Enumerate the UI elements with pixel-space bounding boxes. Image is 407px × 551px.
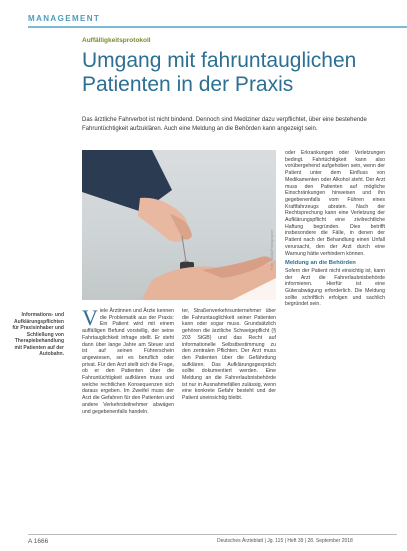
sidebar-summary: Informations- und Aufklärungspflichten für Praxisinhaber und Schließung von Therapiebehandlung mit Patienten auf der Autobahn. (12, 312, 64, 357)
journal-citation: Deutsches Ärzteblatt | Jg. 115 | Heft 39 | 28. September 2018 (217, 538, 353, 544)
section-rule (28, 26, 407, 28)
article-photo (82, 150, 276, 300)
dropcap: V (82, 305, 98, 330)
page-number: A 1666 (28, 538, 49, 545)
body-column-2 (182, 308, 276, 402)
footer-rule (28, 534, 397, 535)
body-column-3-text-2: Sofern der Patient nicht einsichtig ist, kann der Arzt die Fahrerlaubnisbehörde informieren. Hierfür ist eine Güterabwägung erforderlich. Die Meldung sollte schriftlich erfolgen und sachlich begründet sein. (285, 267, 385, 308)
body-column-3 (285, 150, 385, 308)
headline-line-2: Patienten in der Praxis (82, 73, 294, 96)
section-label: MANAGEMENT (28, 14, 101, 23)
photo-credit: Foto: fotolia/Photographer (270, 229, 274, 270)
body-column-1 (82, 305, 174, 415)
article-kicker: Auffälligkeitsprotokoll (82, 37, 151, 44)
body-column-1-text: iele Ärztinnen und Ärzte kennen die Problematik aus der Praxis: Ein Patient wird mit einem auffälligen Befund vorstellig, der seine Fahrtauglichkeit infrage stellt. Er steht dann über lange Jahre am Steuer und ist auf seinen Führerschein angewiesen, sei es beruflich oder privat. Für den Arzt stellt sich die Frage, ob er den Patienten über die Fahruntüchtigkeit aufklären muss und welche rechtlichen Konsequenzen sich daraus ergeben. Im Zweifel muss der Arzt die Gefahren für den Patienten und andere Verkehrsteilnehmer abwägen und gegebenenfalls handeln. (82, 308, 174, 415)
hand-with-keys-illustration (82, 150, 276, 300)
body-column-2-text: ter, Straßenverkehrsunternehmer über die Fahruntauglichkeit seiner Patienten kann oder sogar muss. Grundsätzlich gehören die ärztliche Schweigepflicht (§ 203 StGB) und das Recht auf informationelle Selbstbestimmung zu den zentralen Pflichten. Der Arzt muss den Patienten über die Gefährdung aufklären. Das Aufklärungsgespräch sollte dokumentiert werden. Eine Meldung an die Fahrerlaubnisbehörde ist nur in Ausnahmefällen zulässig, wenn eine konkrete Gefahr besteht und der Patient uneinsichtig bleibt. (182, 308, 276, 402)
subhead-meldung: Meldung an die Behörden (285, 260, 356, 267)
body-column-3-text: oder Erkrankungen oder Verletzungen bedingt. Fahrtüchtigkeit kann also vorübergehend aufgehoben sein, wenn der Patient unter dem Einfluss von Medikamenten oder Alkohol steht. Der Arzt muss den Patienten auf mögliche Einschränkungen hinweisen und ihn gegebenenfalls vom Führen eines Kraftfahrzeugs abraten. Nach der Rechtsprechung kann eine Verletzung der Aufklärungspflicht eine zivilrechtliche Haftung begründen. Dies betrifft insbesondere die Fälle, in denen der Patient nach der Behandlung einen Unfall verursacht, den der Arzt durch eine Warnung hätte verhindern können. (285, 150, 385, 257)
article-headline (82, 49, 382, 97)
headline-line-1: Umgang mit fahruntauglichen (82, 49, 357, 72)
article-lead: Das ärztliche Fahrverbot ist nicht bindend. Dennoch sind Mediziner dazu verpflichtet, über eine bestehende Fahruntüchtigkeit aufzuklären. Auch eine Meldung an die Behörden kann angezeigt sein. (82, 117, 367, 132)
